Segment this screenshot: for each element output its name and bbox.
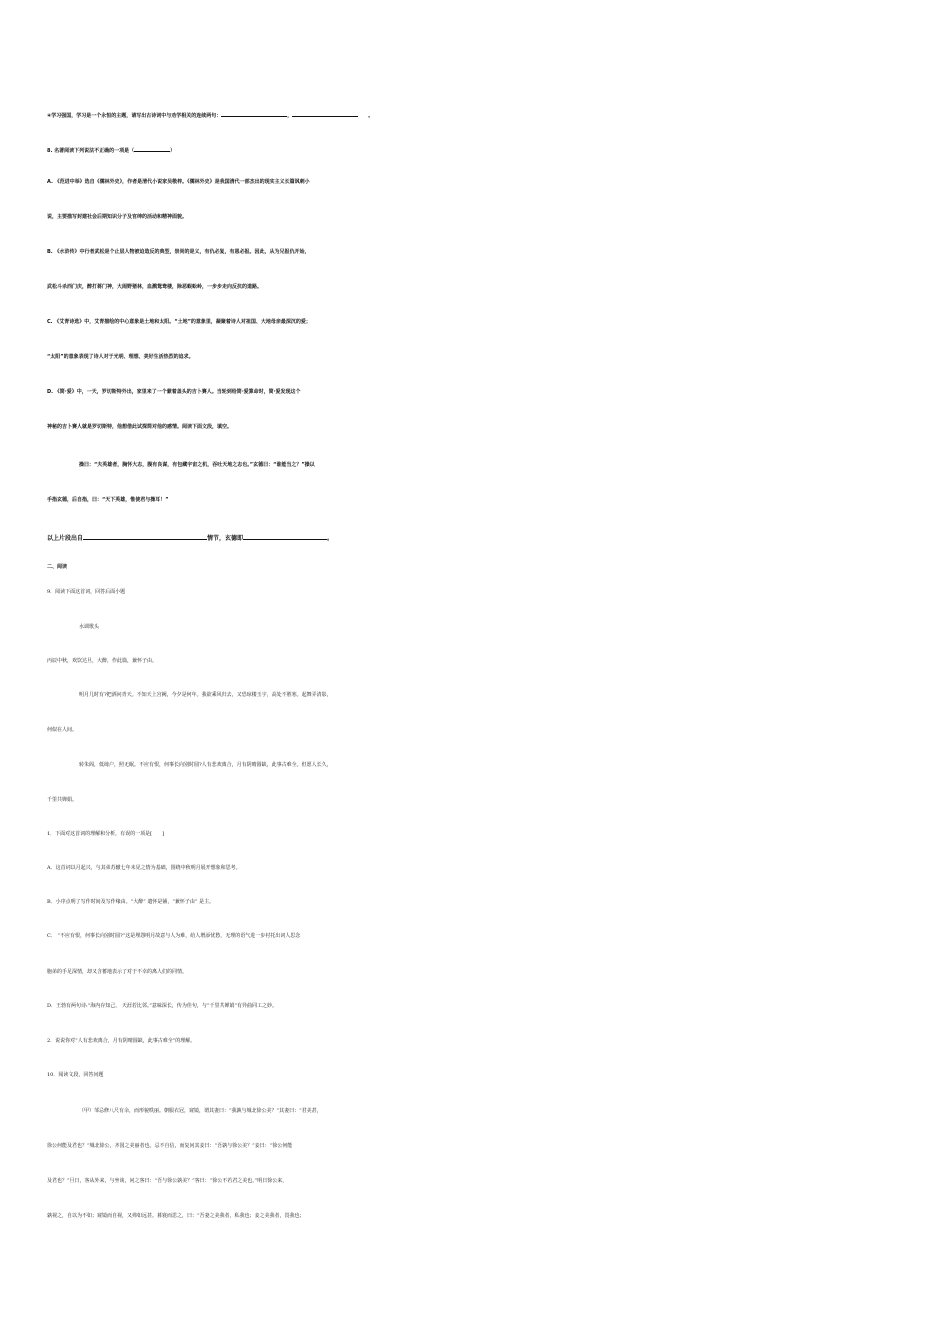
q9-sub1-stem: 1．下面对这首词的理解和分析，有误的一项是[ ] [47,831,165,837]
passage-jia-line4: 孰视之，自以为不如；窥镜而自视，又弗如远甚。暮寝而思之，曰：“吾妻之美我者，私我也；妾之美我者，畏我也； [47,1213,305,1219]
passage-line1: 操曰：“夫英雄者，胸怀大志，腹有良谋，有包藏宇宙之机，吞吐天地之志也。”玄德曰：“谁能当之？”操以 [79,462,315,468]
q8-option-b-line2: 武松斗杀西门庆，醉打蒋门神，大闹野猪林，血溅鸳鸯楼，除恶蜈蚣岭，一步步走向反抗的道路。 [47,284,263,290]
q8-option-d-line2: 神秘的吉卜赛人就是罗切斯特，他想借此试探简对他的感情。阅读下面文段，填空。 [47,424,233,430]
q9-sub2-stem: 2．说说你对“人有悲欢离合，月有阴晴圆缺，此事古难全”的理解。 [47,1038,196,1044]
fill-in-text-1: 以上片段出自 [47,535,84,542]
section-2-heading: 二、阅读 [47,564,68,570]
poem-verse-2-end: 千里共婵娟。 [47,797,78,803]
q7-item4-sep: ， [287,113,293,119]
poem-preface: 丙辰中秋，欢饮达旦，大醉，作此篇，兼怀子由。 [47,658,158,664]
passage-jia-line1: （甲）邹忌修八尺有余，而形貌昳丽。朝服衣冠，窥镜，谓其妻曰：“我孰与城北徐公美？”其妻曰：“君美甚， [79,1108,322,1114]
q8-option-a-line1: A. 《范进中举》选自《儒林外史》，作者是清代小说家吴敬梓。《儒林外史》是我国清代一部杰出的现实主义长篇讽刺小 [47,179,310,185]
poem-title: 水调歌头 [79,624,100,630]
q8-option-c-line2: “太阳”的意象表现了诗人对于光明、理想、美好生活热烈的追求。 [47,354,194,360]
answer-blank-2[interactable] [292,102,358,117]
fill-in-text-2: 情节，玄德即 [207,535,244,542]
q8-answer-blank[interactable] [134,137,170,152]
q9-sub1-option-c-line1: C． “不应有恨，何事长向别时圆?”这是埋怨明月故意与人为难，给人增添忧愁，无理的语气进一步衬托出词人思念 [47,933,301,939]
q8-stem-end: ） [170,148,176,154]
fill-in-line [47,525,915,549]
q8-stem [47,137,915,161]
q8-stem-text: 8. 名著阅读下列说法不正确的一项是（ [47,148,135,154]
q9-sub1-option-c-line2: 胞弟的手足深情，却又含蓄地表示了对于不幸的离人们的同情。 [47,969,188,975]
plot-answer-blank[interactable] [83,525,207,540]
poem-verse-1: 明月几时有?把酒问青天。不知天上宫阙，今夕是何年。我欲乘风归去，又恐琼楼玉宇，高处不胜寒。起舞弄清影， [79,692,332,698]
q9-sub1-option-a: A．这首词以月起兴，与其弟苏辙七年未见之情为基础，围绕中秋明月展开想象和思考。 [47,865,241,871]
q8-option-b-line1: B. 《水浒传》中行者武松是个止层人物被迫造反的典型，崇尚的是义，有仇必复，有恩必报。因此，从为兄报仇开始， [47,249,310,255]
q9-sub1-option-b: B．小序点明了写作时间及写作缘由。“大醉” 遣怀是铺，“兼怀子由” 是主。 [47,899,215,905]
passage-jia-line2: 徐公何能及君也？”城北徐公，齐国之美丽者也。忌不自信，而复问其妾曰：“吾孰与徐公美？”妾曰：“徐公何能 [47,1143,293,1149]
q7-item4-text: ④学习强国，学习是一个永恒的主题，请写出古诗词中与劝学相关的连续两句： [47,113,222,119]
poem-verse-1-end: 何似在人间。 [47,727,78,733]
q8-option-a-line2: 说，主要描写封建社会后期知识分子及官绅的活动和精神面貌。 [47,214,188,220]
q8-option-d-line1: D. 《简·爱》中，一天，罗切斯特外出，家里来了一个蒙着盖头的吉卜赛人。当轮到给简·爱算命时，简·爱发现这个 [47,389,301,395]
q7-item4 [47,102,915,126]
passage-jia-line3: 及君也？”旦日，客从外来，与坐谈，问之客曰：“吾与徐公孰美？”客曰：“徐公不若君之美也。”明日徐公来， [47,1178,288,1184]
q8-option-c-line1: C. 《艾青诗选》中，艾青描绘的中心意象是土地和太阳。“土地”的意象里，凝聚着诗人对祖国、大地母亲最深沉的爱； [47,319,311,325]
fill-in-text-3: 。 [327,535,334,542]
person-answer-blank[interactable] [243,525,327,540]
q10-stem: 10．阅读文段，回答问题 [47,1072,104,1078]
q7-item4-end: 。 [368,113,374,119]
answer-blank-1[interactable] [221,102,287,117]
q9-stem: 9．阅读下面这首词，回答后面小题 [47,589,126,595]
q9-sub1-option-d: D．王勃有两句诗:“海内存知己， 天涯若比邻。”意味深长，传为佳句，与“千里共婵娟”有异曲同工之妙。 [47,1003,278,1009]
passage-line2: 手指玄德，后自指，曰：“天下英雄，惟使君与操耳！” [47,497,169,503]
poem-verse-2: 转朱阁，低绮户，照无眠。不应有恨，何事长向别时圆?人有悲欢离合，月有阴晴圆缺，此事古难全。但愿人长久， [79,762,332,768]
